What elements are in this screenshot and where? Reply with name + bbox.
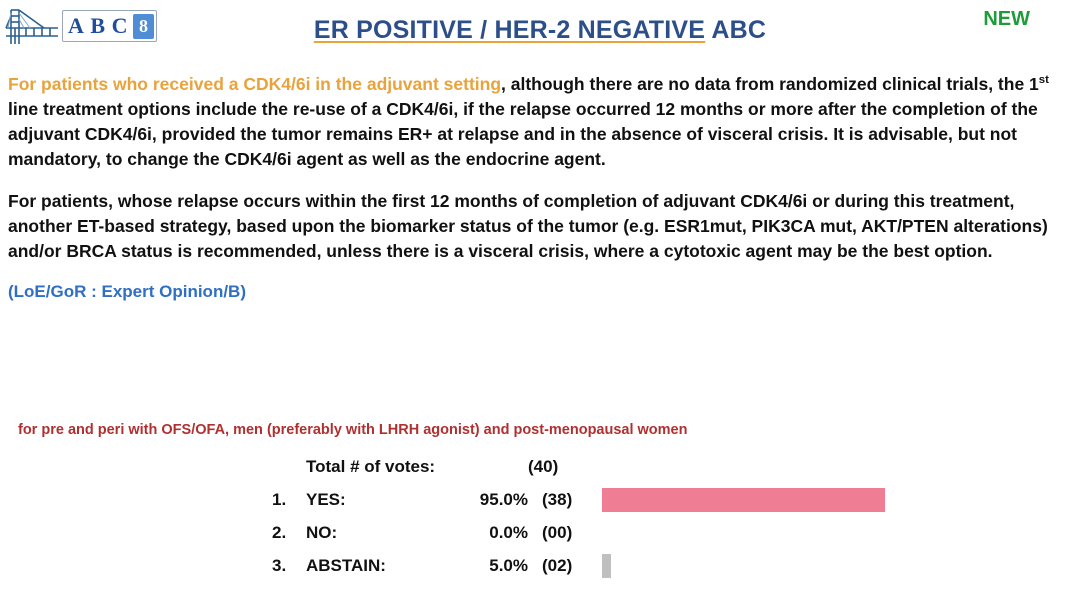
vote-count: (38) <box>542 489 573 509</box>
table-row <box>272 483 922 516</box>
logo-letter-a: A <box>68 13 85 38</box>
vote-count: (02) <box>542 555 573 575</box>
vote-option-label: ABSTAIN: <box>306 555 386 575</box>
logo-letter-c: C <box>111 13 128 38</box>
paragraph-1-highlight: For patients who received a CDK4/6i in the adjuvant setting <box>8 74 502 94</box>
vote-rank: 3. <box>272 555 287 575</box>
vote-percent: 0.0% <box>489 522 528 542</box>
table-row <box>272 516 922 549</box>
page-title <box>0 16 1080 45</box>
loe-gor-note: (LoE/GoR : Expert Opinion/B) <box>8 281 246 301</box>
paragraph-1 <box>8 72 1072 171</box>
vote-option-label: YES: <box>306 489 346 509</box>
vote-rank: 1. <box>272 489 287 509</box>
slide-header <box>0 0 1080 58</box>
logo-letter-b: B <box>90 13 106 38</box>
vote-count: (00) <box>542 522 573 542</box>
vote-results <box>0 422 1080 607</box>
paragraph-1-part1: , although there are no data from randomized clinical trials, the 1 <box>501 74 1039 94</box>
table-row <box>272 549 922 582</box>
vote-percent: 95.0% <box>479 489 528 509</box>
vote-bar-cell <box>602 554 922 578</box>
vote-option-label: NO: <box>306 522 338 542</box>
vote-percent: 5.0% <box>489 555 528 575</box>
paragraph-1-part2: line treatment options include the re-use of a CDK4/6i, if the relapse occurred 12 months or more after the completion of the adjuvant CDK4/6i, provided the tumor remains ER+ at relapse and in the absence of visceral crisis. It is advisable, but not mandatory, to change the CDK4/6i agent as well as the endocrine agent. <box>8 98 1038 169</box>
vote-rank: 2. <box>272 522 287 542</box>
page-title-suffix: ABC <box>705 16 767 44</box>
logo-number: 8 <box>133 14 154 39</box>
paragraph-1-superscript: st <box>1038 74 1049 87</box>
paragraph-2: For patients, whose relapse occurs within the first 12 months of completion of adjuvant CDK4/6i or during this treatment, another ET-based strategy, based upon the biomarker status of the tumor (e.g. ESR1mut, PIK3CA mut, AKT/PTEN alterations) and/or BRCA status is recommended, unless there is a visceral crisis, where a cytotoxic agent may be the best option. <box>8 191 1048 262</box>
vote-total-bar-cell <box>588 455 908 479</box>
vote-bar-cell <box>602 488 922 512</box>
new-badge: NEW <box>983 8 1030 30</box>
vote-total-label: Total # of votes: <box>306 456 436 476</box>
vote-bar <box>602 488 885 512</box>
vote-table <box>272 450 922 582</box>
vote-bar-cell <box>602 521 922 545</box>
vote-bar <box>602 554 611 578</box>
vote-note: for pre and peri with OFS/OFA, men (preferably with LHRH agonist) and post-menopausal women <box>18 422 688 438</box>
vote-total-row <box>272 450 922 483</box>
slide-body <box>0 58 1080 302</box>
page-title-main: ER POSITIVE / HER-2 NEGATIVE <box>313 16 706 44</box>
vote-total-count: (40) <box>528 456 559 476</box>
